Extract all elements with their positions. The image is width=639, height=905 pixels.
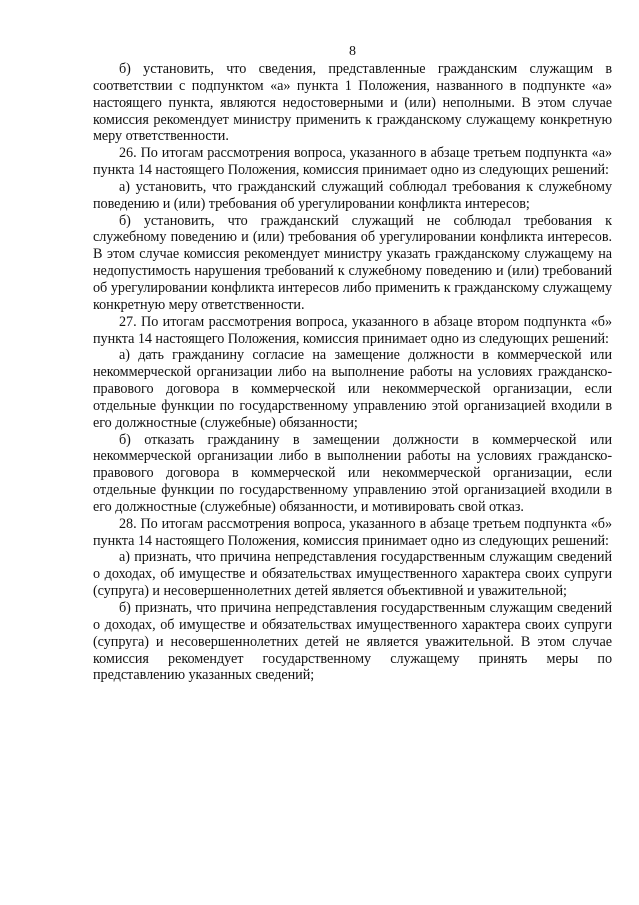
page-number: 8 [349, 44, 356, 59]
paragraph-27b: б) отказать гражданину в замещении должности в коммерческой или некоммерческой организации либо в выполнении работы на условиях гражданско-правового договора в коммерческой или некоммерческой организации, если отдельные функции по государственному управлению этой организацией входили в его должностные (служебные) обязанности, и мотивировать свой отказ. [93, 431, 612, 515]
paragraph-28: 28. По итогам рассмотрения вопроса, указанного в абзаце третьем подпункта «б» пункта 14 настоящего Положения, комиссия принимает одно из следующих решений: [93, 515, 612, 549]
paragraph-26b: б) установить, что гражданский служащий не соблюдал требования к служебному поведению и (или) требования об урегулировании конфликта интересов. В этом случае комиссия рекомендует министру указать гражданскому служащему на недопустимость нарушения требований к служебному поведению и (или) требований об урегулировании конфликта интересов либо применить к гражданскому служащему конкретную меру ответственности. [93, 212, 612, 313]
paragraph-25b: б) установить, что сведения, представленные гражданским служащим в соответствии с подпунктом «а» пункта 1 Положения, названного в подпункте «а» настоящего пункта, являются недостоверными и (или) неполными. В этом случае комиссия рекомендует министру применить к гражданскому служащему конкретную меру ответственности. [93, 61, 612, 145]
paragraph-26: 26. По итогам рассмотрения вопроса, указанного в абзаце третьем подпункта «а» пункта 14 настоящего Положения, комиссия принимает одно из следующих решений: [93, 145, 612, 179]
paragraph-28a: а) признать, что причина непредставления государственным служащим сведений о доходах, об имуществе и обязательствах имущественного характера своих супруги (супруга) и несовершеннолетних детей является объективной и уважительной; [93, 549, 612, 600]
paragraph-26a: а) установить, что гражданский служащий соблюдал требования к служебному поведению и (или) требования об урегулировании конфликта интересов; [93, 178, 612, 212]
paragraph-28b: б) признать, что причина непредставления государственным служащим сведений о доходах, об имуществе и обязательствах имущественного характера своих супруги (супруга) и несовершеннолетних детей не является уважительной. В этом случае комиссия рекомендует государственному служащему принять меры по представлению указанных сведений; [93, 600, 612, 684]
paragraph-27a: а) дать гражданину согласие на замещение должности в коммерческой или некоммерческой организации либо на выполнение работы на условиях гражданско-правового договора в коммерческой или некоммерческой организации, если отдельные функции по государственному управлению этой организацией входили в его должностные (служебные) обязанности; [93, 347, 612, 431]
paragraph-27: 27. По итогам рассмотрения вопроса, указанного в абзаце втором подпункта «б» пункта 14 настоящего Положения, комиссия принимает одно из следующих решений: [93, 313, 612, 347]
